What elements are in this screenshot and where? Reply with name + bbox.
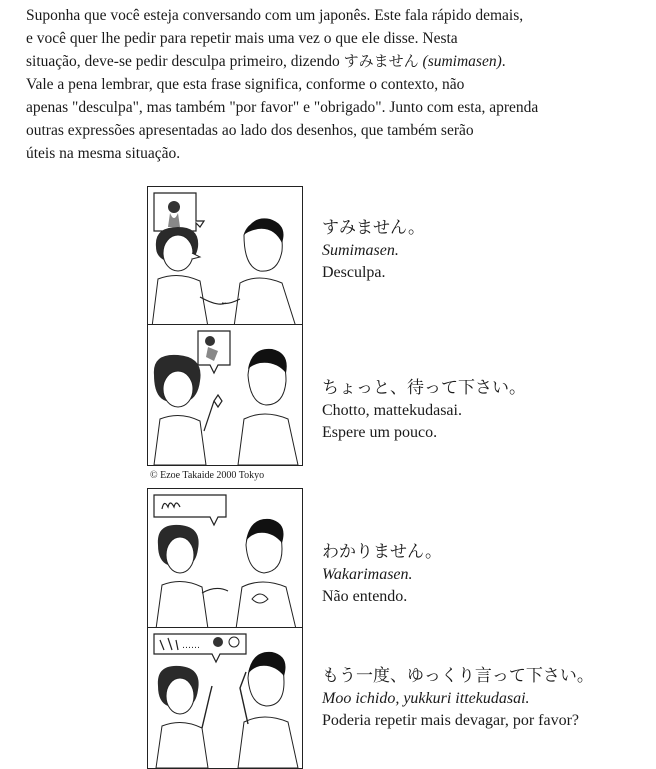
intro-period: . [501,53,506,70]
intro-line: e você quer lhe pedir para repetir mais uma vez o que ele disse. Nesta [26,30,458,47]
intro-line [26,50,646,73]
phrase-portuguese: Não entendo. [322,588,408,605]
comic-panel-2 [147,324,303,466]
phrase-romaji: Chotto, mattekudasai. [322,402,462,419]
comic-panel-4 [147,627,303,769]
intro-romaji-word: (sumimasen) [422,53,502,70]
intro-paragraph [26,4,646,165]
phrase-japanese: ちょっと、待って下さい。 [322,378,526,398]
phrase-caption-3 [322,540,442,608]
comic-illustration [148,628,302,768]
phrase-romaji: Wakarimasen. [322,566,413,583]
svg-text:……: …… [182,641,200,651]
intro-line: úteis na mesma situação. [26,145,181,162]
comic-panel-3 [147,488,303,630]
phrase-portuguese: Desculpa. [322,264,386,281]
intro-line: Suponha que você esteja conversando com um japonês. Este fala rápido demais, [26,7,524,24]
phrase-japanese: わかりません。 [322,542,443,562]
intro-line-text: situação, deve-se pedir desculpa primeiro, dizendo [26,53,344,70]
intro-japanese-word: すみません [343,52,419,70]
phrase-portuguese: Espere um pouco. [322,424,438,441]
comic-illustration [148,489,302,629]
intro-line: Vale a pena lembrar, que esta frase significa, conforme o contexto, não [26,76,465,93]
phrase-portuguese: Poderia repetir mais devagar, por favor? [322,712,580,729]
intro-line: outras expressões apresentadas ao lado dos desenhos, que também serão [26,122,474,139]
phrase-caption-2 [322,376,526,444]
comic-panel-1 [147,186,303,328]
phrase-japanese: すみません。 [322,218,426,238]
comic-illustration [148,325,302,465]
phrase-caption-1 [322,216,425,284]
phrase-japanese: もう一度、ゆっくり言って下さい。 [322,666,594,686]
phrase-romaji: Moo ichido, yukkuri ittekudasai. [322,690,530,707]
intro-line: apenas "desculpa", mas também "por favor" e "obrigado". Junto com esta, aprenda [26,99,539,116]
phrase-caption-4 [322,664,594,732]
phrase-romaji: Sumimasen. [322,242,399,259]
comic-illustration [148,187,302,327]
copyright-notice: © Ezoe Takaide 2000 Tokyo [150,470,265,481]
